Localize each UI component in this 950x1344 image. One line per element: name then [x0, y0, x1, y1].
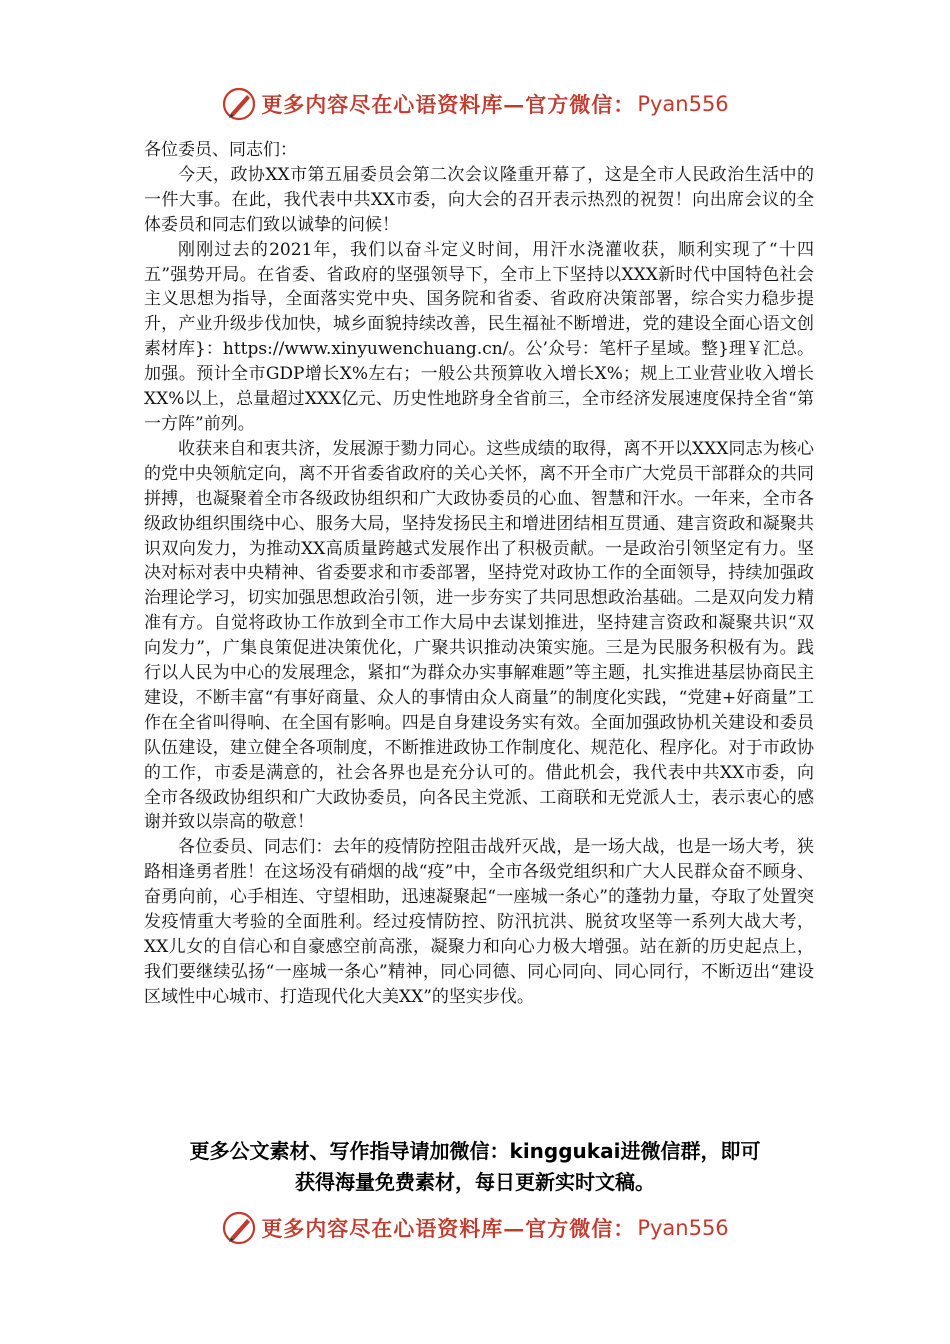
footer-banner	[0, 1206, 950, 1250]
banner-wechat-id: Pyan556	[637, 1216, 729, 1240]
paragraph-4: 各位委员、同志们：去年的疫情防控阻击战歼灭战，是一场大战，也是一场大考，狭路相逢勇者胜！在这场没有硝烟的战“疫”中，全市各级党组织和广大人民群众奋不顾身、奋勇向前，心手相连、守望相助，迅速凝聚起“一座城一条心”的蓬勃力量，夺取了处置突发疫情重大考验的全面胜利。经过疫情防控、防汛抗洪、脱贫攻坚等一系列大战大考，XX儿女的自信心和自豪感空前高涨，凝聚力和向心力极大增强。站在新的历史起点上，我们要继续弘扬“一座城一条心”精神，同心同德、同心同向、同心同行，不断迈出“建设区域性中心城市、打造现代化大美XX”的坚实步伐。	[144, 837, 814, 1007]
pen-logo-icon	[221, 1210, 257, 1246]
banner-text: 更多内容尽在心语资料库—官方微信：	[261, 1216, 636, 1241]
banner-wechat-id: Pyan556	[637, 92, 729, 116]
document-body	[144, 138, 814, 1010]
paragraph-3: 收获来自和衷共济，发展源于勠力同心。这些成绩的取得，离不开以XXX同志为核心的党中央领航定向，离不开省委省政府的关心关怀，离不开全市广大党员干部群众的共同拼搏，也凝聚着全市各级政协组织和广大政协委员的心血、智慧和汗水。一年来，全市各级政协组织围绕中心、服务大局，坚持发扬民主和增进团结相互贯通、建言资政和凝聚共识双向发力，为推动XX高质量跨越式发展作出了积极贡献。一是政治引领坚定有力。坚决对标对表中央精神、省委要求和市委部署，坚持党对政协工作的全面领导，持续加强政治理论学习，切实加强思想政治引领，进一步夯实了共同思想政治基础。二是双向发力精准有方。自觉将政协工作放到全市工作大局中去谋划推进，坚持建言资政和凝聚共识“双向发力”，广集良策促进决策优化，广聚共识推动决策实施。三是为民服务积极有为。践行以人民为中心的发展理念，紧扣“为群众办实事解难题”等主题，扎实推进基层协商民主建设，不断丰富“有事好商量、众人的事情由众人商量”的制度化实践，“党建+好商量”工作在全省叫得响、在全国有影响。四是自身建设务实有效。全面加强政协机关建设和委员队伍建设，建立健全各项制度，不断推进政协工作制度化、规范化、程序化。对于市政协的工作，市委是满意的，社会各界也是充分认可的。借此机会，我代表中共XX市委，向全市各级政协组织和广大政协委员，向各民主党派、工商联和无党派人士，表示衷心的感谢并致以崇高的敬意！	[144, 438, 814, 833]
header-banner	[0, 82, 950, 126]
promo-notice	[120, 1136, 830, 1198]
pen-logo-icon	[221, 86, 257, 122]
promo-line-2: 获得海量免费素材，每日更新实时文稿。	[295, 1170, 655, 1194]
promo-line-1: 更多公文素材、写作指导请加微信：kinggukai进微信群，即可	[189, 1139, 761, 1163]
paragraph-1: 今天，政协XX市第五届委员会第二次会议隆重开幕了，这是全市人民政治生活中的一件大事。在此，我代表中共XX市委，向大会的召开表示热烈的祝贺！向出席会议的全体委员和同志们致以诚挚的问候！	[144, 164, 814, 235]
banner-text: 更多内容尽在心语资料库—官方微信：	[261, 92, 636, 117]
salutation: 各位委员、同志们：	[144, 140, 297, 160]
paragraph-2: 刚刚过去的2021年，我们以奋斗定义时间，用汗水浇灌收获，顺利实现了“十四五”强势开局。在省委、省政府的坚强领导下，全市上下坚持以XXX新时代中国特色社会主义思想为指导，全面落实党中央、国务院和省委、省政府决策部署，综合实力稳步提升，产业升级步伐加快，城乡面貌持续改善，民生福祉不断增进，党的建设全面心语文创素材库}：https://www.xinyuwenchuang.cn/。公’众号：笔杆子星域。整}理￥汇总。加强。预计全市GDP增长X%左右；一般公共预算收入增长X%；规上工业营业收入增长XX%以上，总量超过XXX亿元、历史性地跻身全省前三，全市经济发展速度保持全省“第一方阵”前列。	[144, 239, 814, 434]
